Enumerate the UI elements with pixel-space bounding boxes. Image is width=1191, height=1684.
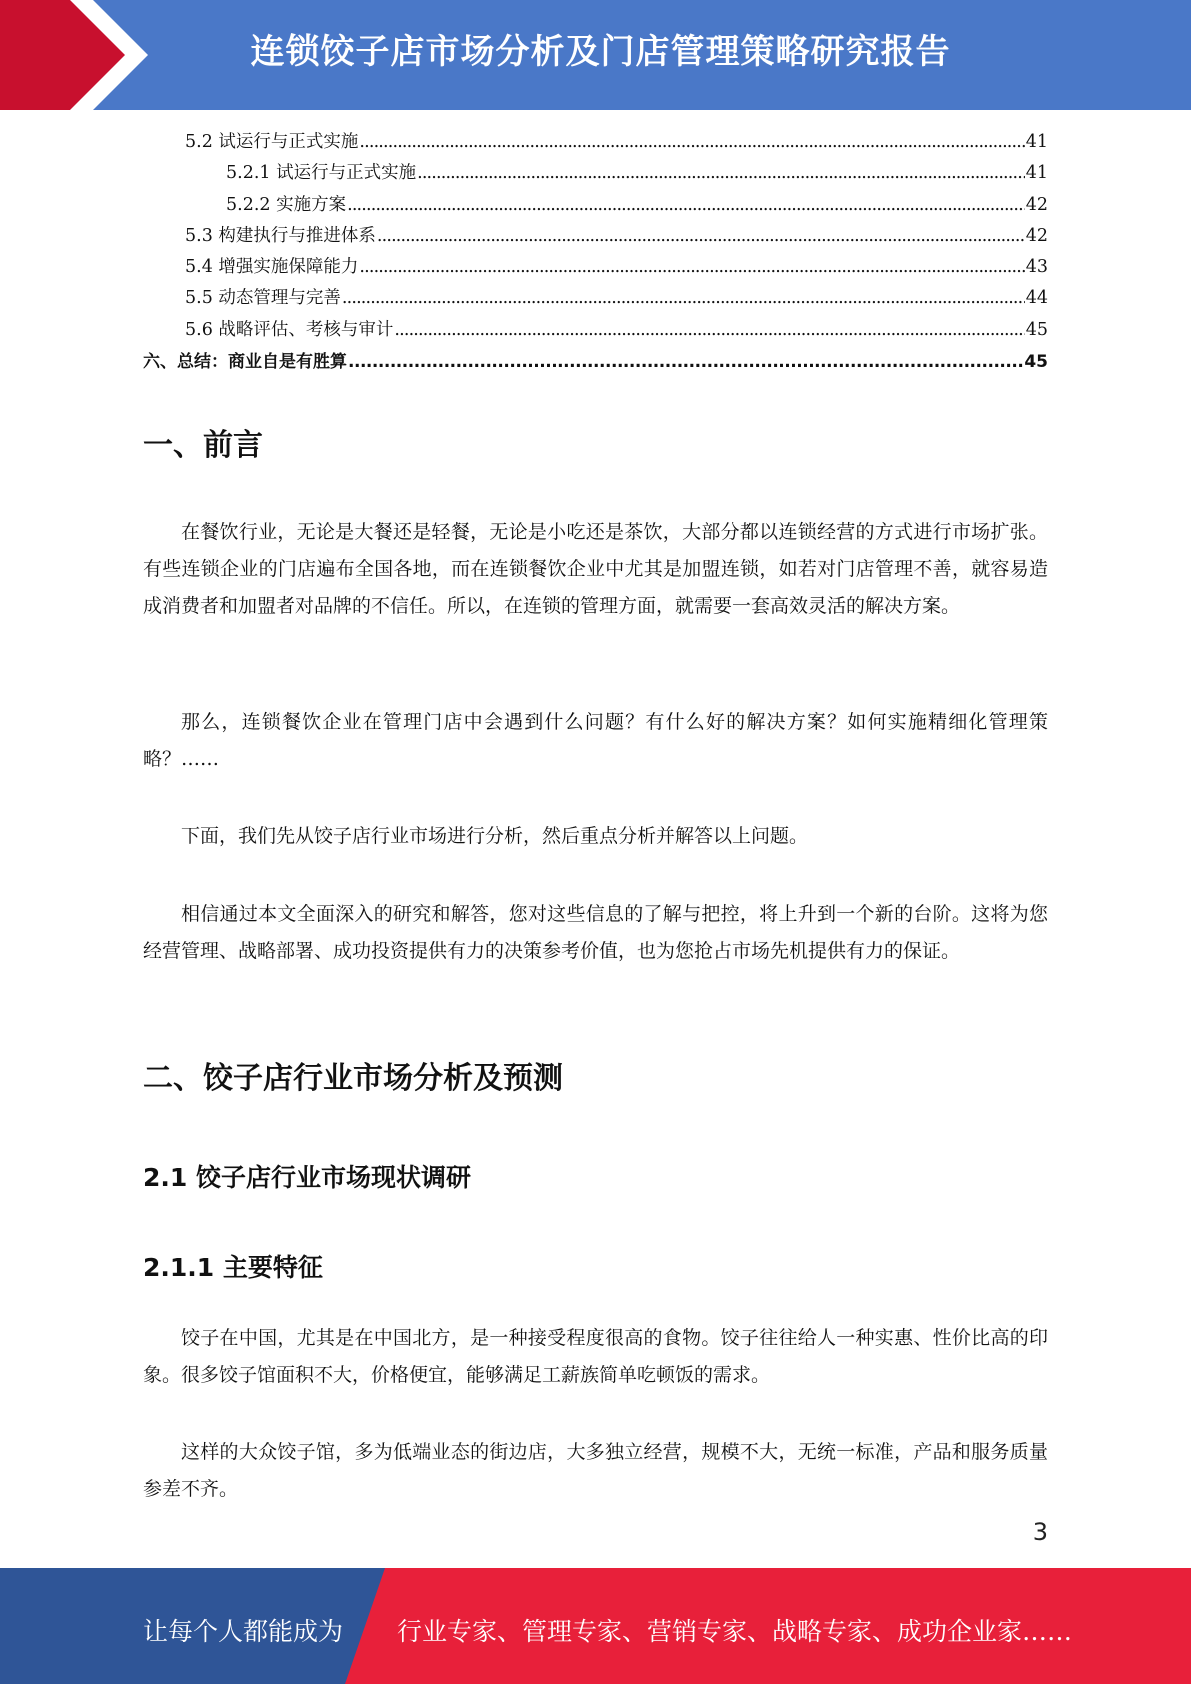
- page-footer: [0, 1568, 1191, 1684]
- paragraph: 这样的大众饺子馆，多为低端业态的街边店，大多独立经营，规模不大，无统一标准，产品和服务质量参差不齐。: [143, 1441, 1048, 1500]
- section-title-preface: 一、前言: [143, 428, 263, 463]
- toc-leader-dots: [359, 257, 1024, 277]
- toc-entry[interactable]: [143, 347, 1048, 378]
- toc-entry-page: 45: [1024, 352, 1048, 373]
- toc-leader-dots: [417, 163, 1025, 183]
- toc-leader-dots: [359, 132, 1024, 152]
- footer-slogan-left: 让每个人都能成为: [143, 1617, 344, 1646]
- toc-entry[interactable]: [143, 191, 1048, 222]
- toc-entry[interactable]: [143, 222, 1048, 253]
- table-of-contents: [143, 128, 1048, 378]
- toc-entry-page: 41: [1025, 163, 1048, 184]
- toc-leader-dots: [342, 288, 1025, 308]
- page-header: [0, 0, 1191, 110]
- toc-entry[interactable]: [143, 284, 1048, 315]
- toc-entry[interactable]: [143, 316, 1048, 347]
- paragraph: 相信通过本文全面深入的研究和解答，您对这些信息的了解与把控，将上升到一个新的台阶。这将为您经营管理、战略部署、成功投资提供有力的决策参考价值，也为您抢占市场先机提供有力的保证。: [143, 903, 1048, 962]
- subsubsection-title: 2.1.1 主要特征: [143, 1253, 323, 1282]
- toc-leader-dots: [347, 195, 1025, 215]
- paragraph: 饺子在中国，尤其是在中国北方，是一种接受程度很高的食物。饺子往往给人一种实惠、性价比高的印象。很多饺子馆面积不大，价格便宜，能够满足工薪族简单吃顿饭的需求。: [143, 1327, 1048, 1386]
- paragraph: 在餐饮行业，无论是大餐还是轻餐，无论是小吃还是茶饮，大部分都以连锁经营的方式进行市场扩张。有些连锁企业的门店遍布全国各地，而在连锁餐饮企业中尤其是加盟连锁，如若对门店管理不善，就容易造成消费者和加盟者对品牌的不信任。所以，在连锁的管理方面，就需要一套高效灵活的解决方案。: [143, 521, 1048, 617]
- toc-entry-label: 5.6 战略评估、考核与审计: [185, 319, 394, 340]
- toc-entry-page: 41: [1025, 132, 1048, 152]
- toc-entry-label: 六、总结：商业自是有胜算: [143, 352, 347, 373]
- paragraph: 下面，我们先从饺子店行业市场进行分析，然后重点分析并解答以上问题。: [181, 825, 809, 847]
- footer-slogan-right: 行业专家、管理专家、营销专家、战略专家、成功企业家……: [397, 1617, 1073, 1646]
- toc-entry-label: 5.2.1 试运行与正式实施: [226, 163, 417, 184]
- toc-leader-dots: [394, 320, 1024, 340]
- toc-entry-page: 42: [1025, 225, 1048, 246]
- toc-entry-page: 43: [1025, 257, 1048, 278]
- header-title: 连锁饺子店市场分析及门店管理策略研究报告: [250, 32, 951, 72]
- toc-entry-page: 45: [1025, 319, 1048, 340]
- toc-entry[interactable]: [143, 159, 1048, 190]
- paragraph: 那么，连锁餐饮企业在管理门店中会遇到什么问题？有什么好的解决方案？如何实施精细化管理策略？……: [143, 711, 1048, 770]
- toc-entry-label: 5.2 试运行与正式实施: [185, 132, 359, 152]
- toc-entry-label: 5.3 构建执行与推进体系: [185, 225, 376, 246]
- toc-entry-page: 44: [1025, 288, 1048, 309]
- page-number: 3: [1032, 1518, 1048, 1546]
- toc-entry[interactable]: [143, 253, 1048, 284]
- toc-leader-dots: [348, 352, 1023, 372]
- toc-entry-label: 5.4 增强实施保障能力: [185, 257, 359, 278]
- toc-entry-label: 5.5 动态管理与完善: [185, 288, 341, 309]
- section-title-market: 二、饺子店行业市场分析及预测: [143, 1061, 563, 1096]
- toc-leader-dots: [377, 226, 1025, 246]
- subsection-title: 2.1 饺子店行业市场现状调研: [143, 1163, 471, 1192]
- toc-entry[interactable]: [143, 128, 1048, 159]
- toc-entry-label: 5.2.2 实施方案: [226, 194, 347, 215]
- toc-entry-page: 42: [1025, 194, 1048, 215]
